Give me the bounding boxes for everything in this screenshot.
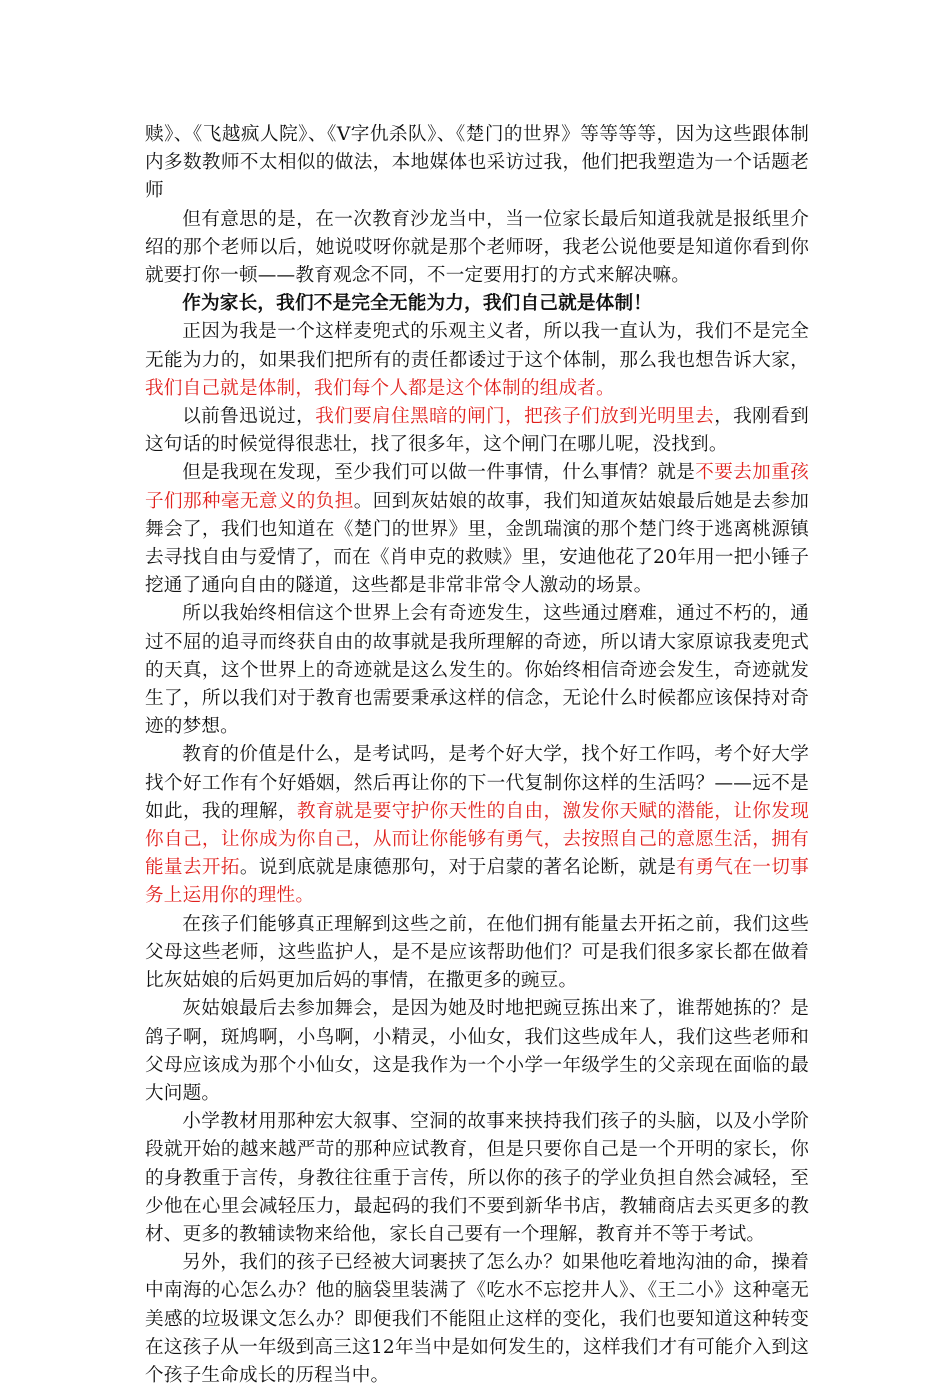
paragraph bbox=[145, 1249, 809, 1390]
body-text: 所以我始终相信这个世界上会有奇迹发生，这些通过磨难，通过不朽的，通过不屈的追寻而终获自由的故事就是我所理解的奇迹，所以请大家原谅我麦兜式的天真，这个世界上的奇迹就是这么发生的。你始终相信奇迹会发生，奇迹就发生了，所以我们对于教育也需要秉承这样的信念，无论什么时候都应该保持对奇迹的梦想。 bbox=[145, 603, 809, 738]
body-text: 。说到底就是康德那句，对于启蒙的著名论断，就是 bbox=[239, 857, 677, 879]
paragraph bbox=[145, 741, 809, 910]
body-text: 以前鲁迅说过， bbox=[182, 406, 316, 428]
body-text: 。回到灰姑娘的故事，我们知道灰姑娘最后她是去参加舞会了，我们也知道在《楚门的世界》里，金凯瑞演的那个楚门终于逃离桃源镇去寻找自由与爱情了，而在《肖申克的救赎》里，安迪他花了20年用一把小锤子挖通了通向自由的隧道，这些都是非常非常令人激动的场景。 bbox=[145, 490, 809, 597]
highlighted-text: 有勇气在一切事务上运用你的理性。 bbox=[145, 857, 809, 907]
paragraph bbox=[145, 1108, 809, 1249]
paragraph bbox=[145, 121, 809, 206]
body-text: 正因为我是一个这样麦兜式的乐观主义者，所以我一直认为，我们不是完全无能为力的，如果我们把所有的责任都诿过于这个体制，那么我也想告诉大家， bbox=[145, 321, 809, 371]
body-text: 小学教材用那种宏大叙事、空洞的故事来挟持我们孩子的头脑，以及小学阶段就开始的越来越严苛的那种应试教育，但是只要你自己是一个开明的家长，你的身教重于言传，身教往往重于言传，所以你的孩子的学业负担自然会减轻，至少他在心里会减轻压力，最起码的我们不要到新华书店，教辅商店去买更多的教材、更多的教辅读物来给他，家长自己要有一个理解，教育并不等于考试。 bbox=[145, 1111, 809, 1245]
paragraph bbox=[145, 911, 809, 996]
body-text: 教育的价值是什么，是考试吗，是考个好大学，找个好工作吗，考个好大学找个好工作有个好婚姻，然后再让你的下一代复制你这样的生活吗？——远不是如此，我的理解， bbox=[145, 744, 809, 822]
document-body bbox=[145, 121, 809, 1390]
paragraph bbox=[145, 318, 809, 403]
body-text: 但是我现在发现，至少我们可以做一件事情，什么事情？就是 bbox=[182, 462, 696, 484]
paragraph bbox=[145, 600, 809, 741]
highlighted-text: 我们要肩住黑暗的闸门，把孩子们放到光明里去 bbox=[315, 406, 715, 428]
section-heading: 作为家长，我们不是完全无能为力，我们自己就是体制！ bbox=[182, 293, 653, 315]
paragraph bbox=[145, 995, 809, 1108]
body-text: 赎》、《飞越疯人院》、《V字仇杀队》、《楚门的世界》等等等等，因为这些跟体制内多数教师不太相似的做法，本地媒体也采访过我，他们把我塑造为一个话题老师 bbox=[145, 124, 809, 202]
highlighted-text: 不要去加重孩子们那种毫无意义的负担 bbox=[145, 462, 809, 512]
highlighted-text: 我们自己就是体制，我们每个人都是这个体制的组成者。 bbox=[145, 377, 615, 399]
body-text: 另外，我们的孩子已经被大词裹挟了怎么办？如果他吃着地沟油的命，操着中南海的心怎么办？他的脑袋里装满了《吃水不忘挖井人》、《王二小》这种毫无美感的垃圾课文怎么办？即便我们不能阻止这样的变化，我们也要知道这种转变在这孩子从一年级到高三这12年当中是如何发生的，这样我们才有可能介入到这个孩子生命成长的历程当中。 bbox=[145, 1252, 809, 1386]
body-text: 在孩子们能够真正理解到这些之前，在他们拥有能量去开拓之前，我们这些父母这些老师，这些监护人，是不是应该帮助他们？可是我们很多家长都在做着比灰姑娘的后妈更加后妈的事情，在撒更多的豌豆。 bbox=[145, 913, 809, 992]
body-text: ，我刚看到这句话的时候觉得很悲壮，找了很多年，这个闸门在哪儿呢，没找到。 bbox=[145, 406, 809, 456]
paragraph bbox=[145, 459, 809, 600]
body-text: 灰姑娘最后去参加舞会，是因为她及时地把豌豆拣出来了，谁帮她拣的？是鸽子啊，斑鸠啊，小鸟啊，小精灵，小仙女，我们这些成年人，我们这些老师和父母应该成为那个小仙女，这是我作为一个小学一年级学生的父亲现在面临的最大问题。 bbox=[145, 998, 809, 1104]
body-text: 但有意思的是，在一次教育沙龙当中，当一位家长最后知道我就是报纸里介绍的那个老师以后，她说哎呀你就是那个老师呀，我老公说他要是知道你看到你就要打你一顿——教育观念不同，不一定要用打的方式来解决嘛。 bbox=[145, 208, 809, 287]
paragraph bbox=[145, 206, 809, 291]
paragraph bbox=[145, 290, 809, 318]
paragraph bbox=[145, 403, 809, 459]
highlighted-text: 教育就是要守护你天性的自由，激发你天赋的潜能，让你发现你自己，让你成为你自己，从而让你能够有勇气，去按照自己的意愿生活，拥有能量去开拓 bbox=[145, 800, 809, 879]
